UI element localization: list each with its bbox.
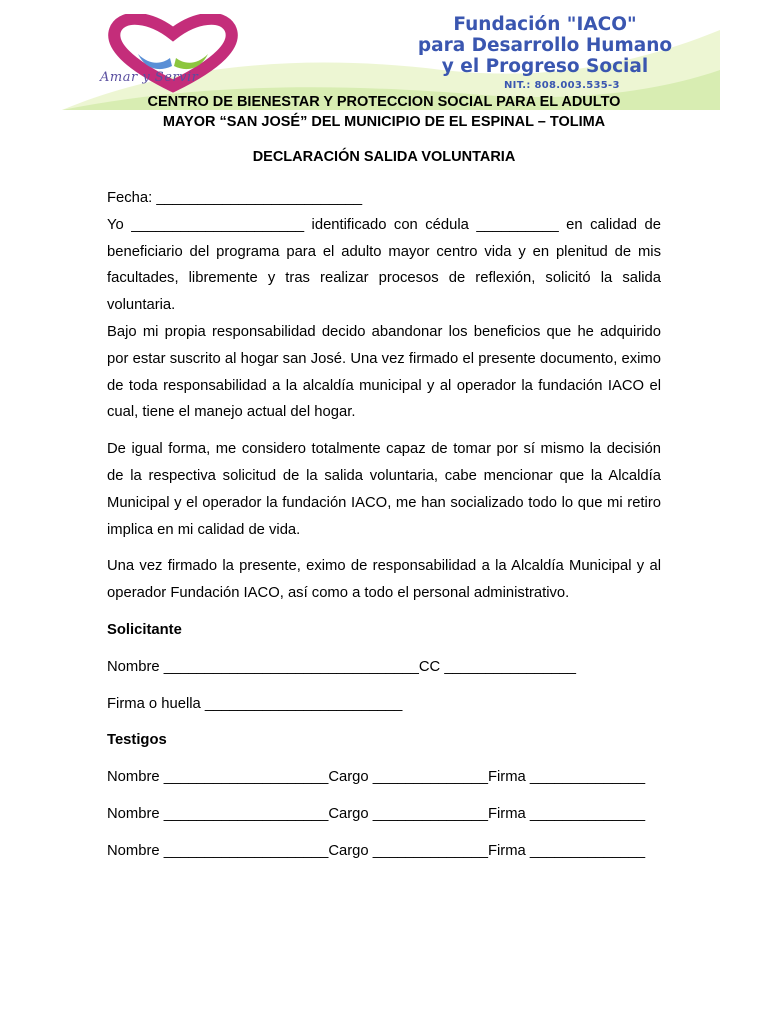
nit-number: NIT.: 808.003.535-3 — [504, 80, 620, 91]
paragraph-3: De igual forma, me considero totalmente capaz de tomar por sí mismo la decisión de la respectiva solicitud de la salida voluntaria, cabe mencionar que la Alcaldía Municipal y el operador la fundación IACO, me han socializado todo lo que mi retiro implica en mi calidad de vida. — [107, 441, 661, 538]
testigo-row: Nombre ____________________Cargo ______________Firma ______________ — [107, 805, 646, 822]
foundation-line-3: y el Progreso Social — [441, 56, 649, 77]
testigos-heading: Testigos — [107, 732, 167, 749]
document-body — [107, 185, 661, 865]
paragraph-4: Una vez firmado la presente, eximo de responsabilidad a la Alcaldía Municipal y al operador Fundación IACO, así como a todo el personal administrativo. — [107, 558, 661, 602]
document-title — [100, 92, 668, 132]
logo-tagline: Amar y Servir — [100, 70, 199, 85]
solicitante-firma-field: Firma o huella ________________________ — [107, 695, 403, 712]
foundation-line-1: Fundación "IACO" — [453, 14, 637, 35]
document-subtitle: DECLARACIÓN SALIDA VOLUNTARIA — [252, 149, 516, 165]
testigo-row: Nombre ____________________Cargo ______________Firma ______________ — [107, 769, 646, 786]
testigo-row: Nombre ____________________Cargo ______________Firma ______________ — [107, 842, 646, 859]
paragraph-2: Bajo mi propia responsabilidad decido abandonar los beneficios que he adquirido por estar suscrito al hogar san José. Una vez firmado el presente documento, eximo de toda responsabilidad a la alcaldía municipal y al operador la fundación IACO el cual, tiene el manejo actual del hogar. — [107, 323, 661, 421]
solicitante-nombre-field: Nombre _______________________________CC ________________ — [107, 658, 576, 675]
paragraph-1: Yo _____________________ identificado con cédula __________ en calidad de beneficiario del programa para el adulto mayor centro vida y en plenitud de mis facultades, libremente y tras realizar procesos de reflexión, solicitó la salida voluntaria. — [107, 216, 661, 314]
foundation-name — [380, 14, 710, 77]
foundation-line-2: para Desarrollo Humano — [417, 35, 673, 56]
solicitante-heading: Solicitante — [107, 621, 182, 638]
fecha-field: Fecha: _________________________ — [107, 190, 363, 206]
title-line-2: MAYOR “SAN JOSÉ” DEL MUNICIPIO DE EL ESPINAL – TOLIMA — [162, 114, 606, 130]
title-line-1: CENTRO DE BIENESTAR Y PROTECCION SOCIAL PARA EL ADULTO — [147, 94, 621, 110]
